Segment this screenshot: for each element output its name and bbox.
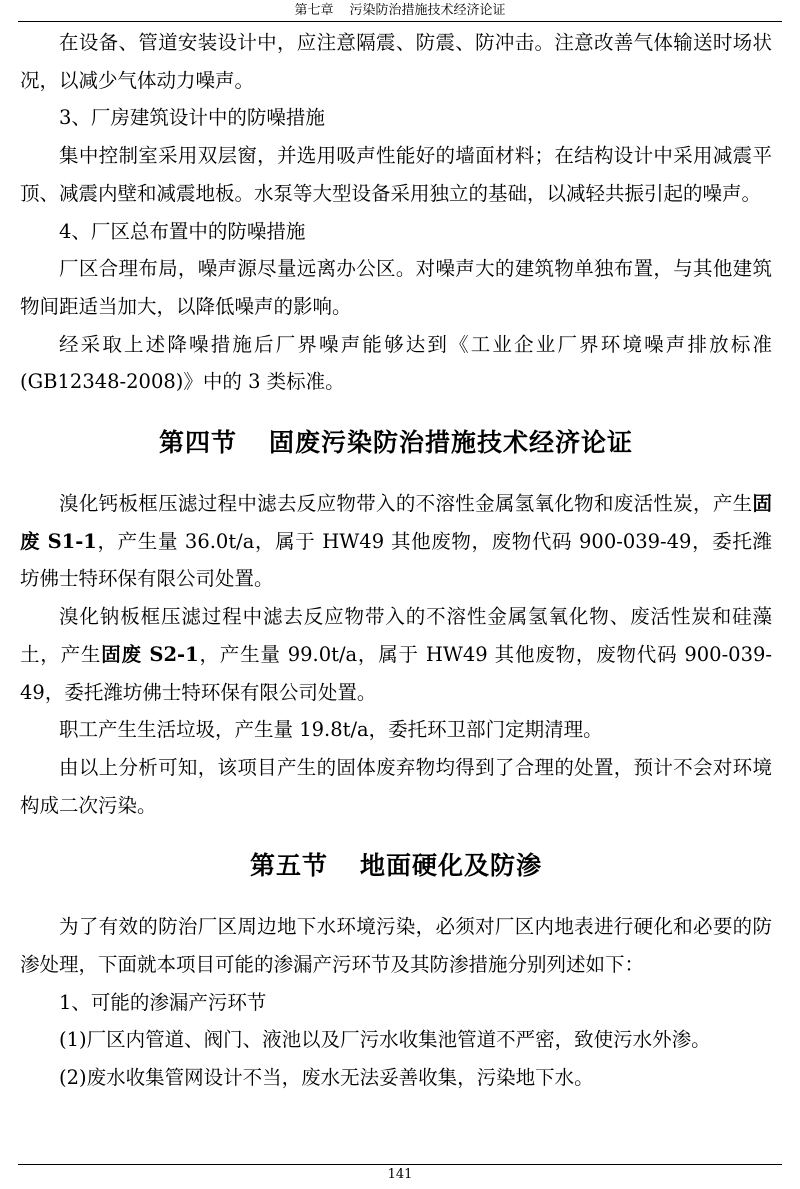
page-header bbox=[18, 0, 782, 22]
section-4-number: 第四节 bbox=[158, 428, 237, 458]
paragraph-sodium-bromide-waste: 溴化钠板框压滤过程中滤去反应物带入的不溶性金属氢氧化物、废活性炭和硅藻土，产生固废 S2-1，产生量 99.0t/a，属于 HW49 其他废物，废物代码 900-039-49，委托潍坊佛士特环保有限公司处置。 bbox=[20, 605, 772, 704]
page-body bbox=[20, 24, 772, 1097]
paragraph-seepage-intro: 为了有效的防治厂区周边地下水环境污染，必须对厂区内地表进行硬化和必要的防渗处理，下面就本项目可能的渗漏产污环节及其防渗措施分别列述如下： bbox=[20, 915, 772, 977]
paragraph-control-room: 集中控制室采用双层窗，并选用吸声性能好的墙面材料；在结构设计中采用减震平顶、减震内壁和减震地板。水泵等大型设备采用独立的基础，以减轻共振引起的噪声。 bbox=[20, 144, 772, 205]
section-4-heading bbox=[20, 401, 772, 485]
footer-rule bbox=[18, 1164, 782, 1165]
section-5-number: 第五节 bbox=[249, 851, 328, 881]
paragraph-calcium-bromide-waste: 溴化钙板框压滤过程中滤去反应物带入的不溶性金属氢氧化物和废活性炭，产生固废 S1-1，产生量 36.0t/a，属于 HW49 其他废物，废物代码 900-039-49，委托潍坊佛士特环保有限公司处置。 bbox=[20, 492, 772, 591]
subheading-plant-layout: 4、厂区总布置中的防噪措施 bbox=[59, 219, 306, 243]
paragraph-vibration: 在设备、管道安装设计中，应注意隔震、防震、防冲击。注意改善气体输送时场状况，以减少气体动力噪声。 bbox=[20, 31, 772, 92]
waste-code-s2-1: 固废 S2-1 bbox=[101, 642, 199, 666]
paragraph-waste-conclusion: 由以上分析可知，该项目产生的固体废弃物均得到了合理的处置，预计不会对环境构成二次污染。 bbox=[20, 755, 772, 817]
paragraph-domestic-garbage: 职工产生生活垃圾，产生量 19.8t/a，委托环卫部门定期清理。 bbox=[59, 718, 603, 742]
paragraph-seepage-item-2: (2)废水收集管网设计不当，废水无法妥善收集，污染地下水。 bbox=[59, 1066, 594, 1090]
section-5-title: 地面硬化及防渗 bbox=[360, 851, 543, 881]
paragraph-layout: 厂区合理布局，噪声源尽量远离办公区。对噪声大的建筑物单独布置，与其他建筑物间距适当加大，以降低噪声的影响。 bbox=[20, 257, 772, 318]
subheading-seepage-links: 1、可能的渗漏产污环节 bbox=[59, 990, 267, 1014]
paragraph-standard: 经采取上述降噪措施后厂界噪声能够达到《工业企业厂界环境噪声排放标准(GB12348-2008)》中的 3 类标准。 bbox=[20, 332, 772, 394]
header-chapter: 第七章 bbox=[294, 3, 334, 18]
header-title: 污染防治措施技术经济论证 bbox=[349, 3, 506, 18]
subheading-workshop-design: 3、厂房建筑设计中的防噪措施 bbox=[59, 106, 325, 130]
section-5-heading bbox=[20, 824, 772, 908]
section-4-title: 固废污染防治措施技术经济论证 bbox=[269, 428, 634, 458]
page-number: 141 bbox=[387, 1167, 413, 1182]
waste-code-s1-1: 固废 S1-1 bbox=[20, 492, 772, 553]
paragraph-seepage-item-1: (1)厂区内管道、阀门、液池以及厂污水收集池管道不严密，致使污水外渗。 bbox=[59, 1028, 711, 1052]
